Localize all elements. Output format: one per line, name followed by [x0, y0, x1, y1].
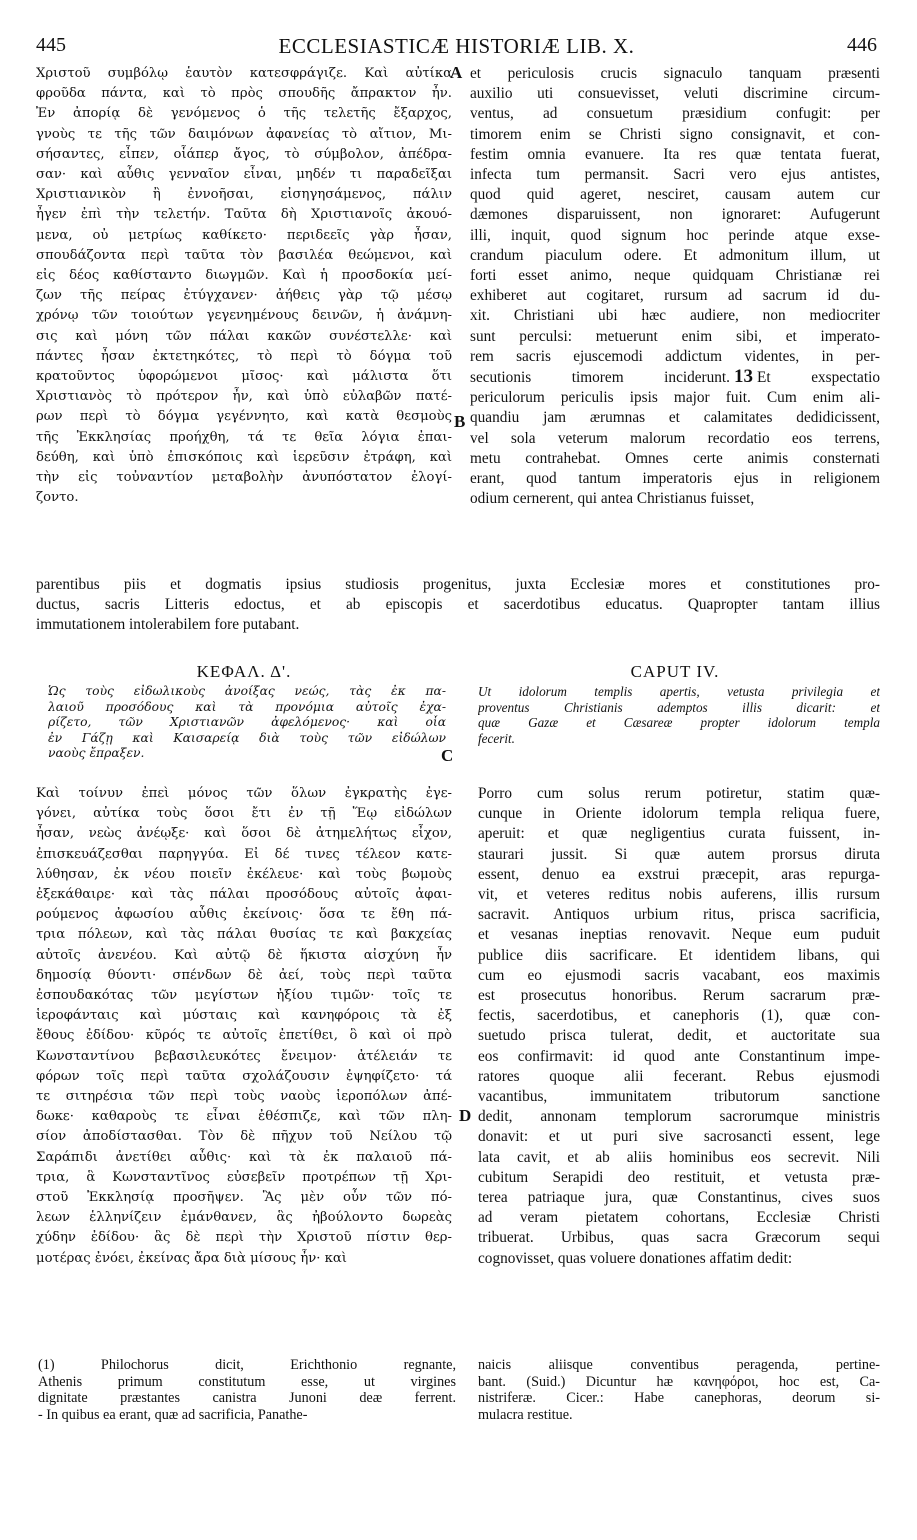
greek-text-line: φόρων τοῖς περὶ ταῦτα σχολάζουσιν ἐψηφίζετο· τά	[36, 1068, 452, 1084]
margin-marker-d: D	[459, 1106, 472, 1125]
greek-text-line: λεων ἑλληνίζειν ἐμάνθανεν, ἃς ἠβούλοντο δωρεὰς	[36, 1210, 452, 1226]
latin-text-line: donavit: et ut puri sive sacrosancti essent, lege	[478, 1128, 880, 1146]
greek-text-line: Καὶ τοίνυν ἐπεὶ μόνος τῶν ὅλων ἐγκρατὴς ἐγε-	[36, 786, 452, 801]
latin-text-line: tribuerat. Urbibus, quas sacra Græcorum sequi	[478, 1229, 880, 1247]
greek-text-line: ρων περὶ τὸ δόγμα γεγέννητο, καὶ κατὰ θεσμοὺς	[36, 409, 452, 425]
footnote-line: naicis aliisque conventibus peragenda, pertine-	[478, 1357, 880, 1373]
greek-text-line: σήσαντες, εἶπεν, οἷάπερ ἄγος, τὸ σύμβολον, ἀπέδρα-	[36, 146, 452, 162]
greek-text-line: φροῦδα πάντα, καὶ τὸ πρὸς σπουδῆς ἄπρακτον ἦν.	[36, 86, 452, 102]
latin-text-line: timorem enim se Christi signo consignavit, et con-	[470, 125, 880, 143]
latin-text-line: periculorum periculis ipsis major fuit. Cum enim ali-	[470, 389, 880, 407]
greek-text-line: Σαράπιδι ἀνετίθει αὖθις· καὶ τὰ ἐκ παλαιοῦ πά-	[36, 1149, 452, 1165]
latin-text-line: erant, quod tantum imperatoris ejus in religionem	[470, 470, 880, 488]
latin-text-line: parentibus piis et dogmatis ipsius studiosis progenitus, juxta Ecclesiæ mores et constitutiones pro-	[36, 576, 880, 593]
latin-text-line: terea patriaque jura, quæ Constantinus, cives suos	[478, 1189, 880, 1207]
latin-text-line: sunt perculsi: metuerunt enim sibi, et imperato-	[470, 327, 880, 345]
latin-text-line: cognovisset, quas voluere donationes affatim dedit:	[478, 1249, 793, 1267]
greek-text-line: Χριστιανικὸν ἢ ἐννοῆσαι, εἰσηγησάμενος, πάλιν	[36, 187, 452, 203]
latin-text-fragment: Et exspectatio	[757, 369, 880, 387]
latin-text-line: lata cavit, et ab aliis hominibus eos secrevit. Nili	[478, 1148, 880, 1166]
greek-text-line: ἐπισκευάζεσθαι παρηγγύα. Εἰ δέ τινες τέλεον κατε-	[36, 846, 452, 862]
footnote-line: (1) Philochorus dicit, Erichthonio regnante,	[38, 1357, 456, 1373]
latin-text-line: metu contrahebat. Omnes certe animis consternati	[470, 449, 880, 467]
latin-text-line: vit, et veteres reditus nobis auferens, illis rursum	[478, 886, 880, 904]
greek-text-line: Κωνσταντίνου βεβασιλευκότες ἔνειμον· ἀτέλειάν τε	[36, 1048, 452, 1064]
latin-text-line: Porro cum solus rerum potiretur, statim quæ-	[478, 785, 880, 802]
greek-summary-line: ναοὺς ἔπραξεν.	[48, 746, 145, 760]
latin-text-line: ventus, ad consuetum præsidium confugit: per	[470, 105, 880, 123]
latin-summary-line: proventus Christianis ademptos illis dicarit: et	[478, 699, 880, 715]
greek-text-line: ρούμενος ἀφωσίου αὖθις ἐκείνοις· ὅσα τε ἔθη πά-	[36, 907, 452, 923]
greek-text-line: ἐσπουδακότας τῶν μεγίστων ἠξίου τιμῶν· τοῖς τε	[36, 988, 452, 1004]
greek-text-line: σις καὶ μόνη τῶν πάλαι κακῶν συνέστελλε· καὶ	[36, 328, 452, 344]
latin-text-line: eos confirmavit: id quod ante Constantinum impe-	[478, 1047, 880, 1065]
greek-chapter-heading: ΚΕΦΑΛ. Δ'.	[196, 662, 292, 681]
latin-text-line: cum eo ejusmodi sacris vacabant, eos maximis	[478, 966, 880, 984]
greek-text-line: δημοσίᾳ θύοντι· σπένδων δὲ ἀεί, τοὺς περὶ ταῦτα	[36, 967, 452, 983]
latin-text-fragment: secutionis timorem inciderunt.	[470, 369, 731, 387]
latin-text-line: infecta tum permansit. Sacri vero ejus antistes,	[470, 166, 880, 184]
greek-text-line: μοτέρας ἐνόει, ἐκείνας ἄρα διὰ μίσους ἦν· καὶ	[36, 1250, 347, 1266]
latin-text-line: festim omnia evanuere. Ita res quæ tentata fuerat,	[470, 145, 880, 163]
greek-text-line: τρια πόλεων, καὶ τὰς πάλαι θυσίας τε καὶ βακχείας	[36, 927, 452, 943]
latin-text-line: dedit, annonam templorum sacrorumque ministris	[478, 1108, 880, 1126]
latin-text-line: crandum piaculum odere. Et admonitum illum, ut	[470, 246, 880, 264]
greek-chapter-body	[36, 784, 452, 1272]
latin-text-line: quod quid ageret, nesciret, causam autem cur	[470, 186, 880, 204]
latin-text-line: suetudo prisca tulerat, dedit, et auctoritate sua	[478, 1027, 880, 1045]
margin-marker-a: A	[450, 63, 463, 82]
greek-text-line: τρια, ἃ Κωνσταντῖνος εὐσεβεῖν προτρέπων τῇ Χρι-	[36, 1169, 452, 1185]
page-number-left: 445	[36, 34, 66, 56]
greek-text-line: τῆς Ἐκκλησίας προήχθη, τά τε θεῖα λόγια ἐπαι-	[36, 429, 452, 445]
latin-text-line: fectis, sacerdotibus, et canephoris (1), quæ con-	[478, 1007, 880, 1025]
greek-text-line: εἰς δέος καθίσταντο διωγμῶν. Καὶ ἡ προσδοκία μεί-	[36, 268, 452, 284]
footnote-left	[38, 1357, 456, 1427]
greek-text-line: δεύθη, καὶ ὑπὸ ἐπισκόποις καὶ ἱερεῦσιν ἐτράφη, καὶ	[36, 449, 452, 465]
page-number-right: 446	[847, 34, 877, 56]
greek-text-line: ἦσαν, νεὼς ἀνέῳξε· καὶ ὅσοι δὲ ἀτημελήτως εἶχον,	[36, 826, 452, 842]
footnote-line: dignitate præstantes canistra Junoni deæ ferrent.	[38, 1390, 456, 1406]
latin-chapter-summary	[478, 684, 880, 748]
greek-text-line: Χριστοῦ συμβόλῳ ἑαυτὸν κατεσφράγιζε. Καὶ αὐτίκα	[36, 66, 452, 81]
latin-text-line: dæmones disparuissent, non ignoraret: Aufugerunt	[470, 206, 880, 224]
latin-text-line: ad veram pietatem cohortans, Ecclesiæ Christi	[478, 1209, 880, 1227]
footnote-line: - In quibus ea erant, quæ ad sacrificia, Panathe-	[38, 1406, 308, 1423]
greek-text-line: τε σιτηρέσια τῶν περὶ τοὺς ναοὺς ἱεροπόλων ἀπέ-	[36, 1089, 452, 1105]
footnote-right	[478, 1357, 880, 1427]
latin-text-line: et vesanas ineptias renovavit. Neque eum puduit	[478, 926, 880, 944]
latin-text-line: forti esset animo, neque quidquam Christianæ rei	[470, 267, 880, 285]
latin-text-line: immutationem intolerabilem fore putabant.	[36, 616, 300, 634]
latin-text-line: ductus, sacris Litteris edoctus, et ab episcopis et sacerdotibus educatus. Quapropter tantam illius	[36, 596, 880, 614]
greek-text-line: λύθησαν, ἐκ νέου ποιεῖν ἐκέλευε· καὶ τοὺς βωμοὺς	[36, 866, 452, 882]
greek-text-line: στοῦ Ἐκκλησίᾳ προσῆψεν. Ἃς μὲν οὖν τῶν πό-	[36, 1190, 452, 1206]
greek-summary-line: Ὡς τοὺς εἰδωλικοὺς ἀνοίξας νεώς, τὰς ἐκ πα-	[48, 684, 446, 698]
latin-text-line: cunque in Oriente idolorum templa reliqua fuere,	[478, 805, 880, 823]
greek-text-line: ζοντο.	[36, 490, 79, 506]
greek-text-line: πάντες ἦσαν ἐκτετηκότες, τὸ περὶ τὸ δόγμα τοῦ	[36, 348, 452, 364]
greek-column-top	[36, 64, 452, 512]
greek-text-line: γόνει, αὐτίκα τοὺς ὅσοι ἔτι ἐν τῇ Ἕῳ εἰδώλων	[36, 806, 452, 822]
greek-text-line: αὐτοῖς ἀνενέου. Καὶ αὐτῷ δὲ ἥκιστα αἰσχύνη ἦν	[36, 947, 452, 963]
latin-full-width-text	[36, 575, 880, 639]
greek-text-line: γνοὺς τε τῆς τῶν δαιμόνων ἀφανείας τὸ αἴτιον, Μι-	[36, 126, 452, 142]
margin-marker-c: C	[441, 746, 454, 765]
greek-text-line: σαν· καὶ αὖθις γενναῖον εἶναι, μηδέν τι παραδεῖξαι	[36, 167, 452, 183]
greek-summary-line: λαιοῦ προσόδους καὶ τὰ προνόμια αὐτοῖς ἐχα-	[48, 699, 446, 714]
latin-chapter-heading: CAPUT IV.	[630, 662, 720, 681]
greek-summary-line: ἐν Γάζῃ καὶ Καισαρείᾳ διὰ τοὺς τῶν εἰδώλων	[48, 730, 446, 745]
greek-text-line: σίον ἀποδίστασθαι. Τὸν δὲ πῆχυν τοῦ Νείλου τῷ	[36, 1129, 452, 1145]
greek-text-line: σπουδάζοντα περὶ ταῦτα τὸν βασιλέα θεώμενοι, καὶ	[36, 247, 452, 263]
greek-text-line: τὴν εἰς τοὐναντίον μεταβολὴν ἀνυπόστατον ἐλογί-	[36, 470, 452, 486]
latin-summary-line: Ut idolorum templis apertis, vetusta privilegia et	[478, 684, 880, 699]
greek-text-line: ἔθους ἐδίδου· κῦρός τε αὐτοῖς ἐπετίθει, ὃ καὶ οἱ πρὸ	[36, 1028, 452, 1044]
greek-text-line: χρόνῳ τῶν τοιούτων γεγενημένους δεινῶν, ἡ ἀνάμνη-	[36, 308, 452, 324]
latin-text-line: vel sola veterum malorum recordatio eos terrens,	[470, 429, 880, 447]
latin-text-line: quandiu jam ærumnas et calamitates dedidicissent,	[470, 409, 880, 427]
latin-text-line: illi, inquit, quod signum hoc perinde atque exse-	[470, 226, 880, 244]
greek-text-line: μενα, οὐ μετρίως καθίκετο· περιδεεῖς γὰρ ἦσαν,	[36, 227, 452, 243]
latin-text-line: et periculosis crucis signaculo tanquam præsenti	[470, 65, 880, 82]
section-number: 13	[734, 367, 754, 388]
latin-text-line: publice diis sacrificare. Et identidem libans, qui	[478, 946, 880, 964]
greek-chapter-summary	[48, 684, 446, 764]
greek-text-line: ἐξεκάθαιρε· καὶ τὰς πάλαι προσόδους αὐτοῖς ἀφαι-	[36, 887, 452, 903]
greek-text-line: χύδην ἐδίδου· ἃς δὲ περὶ τὴν Χριστοῦ πίστιν θερ-	[36, 1230, 452, 1246]
latin-text-line: xit. Christiani ubi hæc audiere, non mediocriter	[470, 307, 880, 325]
latin-text-line: est prosecutus honoribus. Rerum sacrarum præ-	[478, 987, 880, 1005]
greek-text-line: ἱεροφάνταις καὶ μύσταις καὶ κανηφόροις τὰ ἐξ	[36, 1008, 452, 1024]
greek-text-line: ἦγεν ἐπὶ τὴν τελετήν. Ταῦτα δὴ Χριστιανοῖς ἀκουό-	[36, 207, 452, 223]
latin-text-line: aperuit: et quæ negligentius curata fuissent, in-	[478, 825, 880, 843]
running-head	[36, 34, 877, 58]
latin-text-line: staurari jussit. Si quæ autem prorsus diruta	[478, 845, 880, 863]
latin-text-line: rem sacris ejuscemodi addictum videntes, in per-	[470, 347, 880, 365]
greek-text-line: κρατοῦντος ὑφορώμενοι μῖσος· καὶ μάλιστα ὅτι	[36, 369, 452, 385]
greek-summary-line: ρίζετο, τῶν Χριστιανῶν ἀφελόμενος· καὶ οἷα	[48, 715, 446, 729]
margin-marker-b: B	[454, 412, 466, 431]
footnote-line: Athenis primum constitutum esse, ut virgines	[38, 1373, 456, 1390]
running-title: ECCLESIASTICÆ HISTORIÆ LIB. X.	[278, 34, 635, 58]
latin-chapter-body	[478, 784, 880, 1272]
latin-summary-line: quæ Gazæ et Cæsareæ propter idolorum templa	[478, 715, 880, 730]
latin-text-line: auxilio uti consuevisset, veluti discrimine circum-	[470, 85, 880, 103]
latin-text-line: odium cernerent, qui antea Christianus fuisset,	[470, 490, 755, 508]
latin-column-top	[470, 64, 880, 512]
footnote-line: mulacra restitue.	[478, 1406, 573, 1423]
latin-summary-line: fecerit.	[478, 730, 515, 746]
footnote-line: nistriferæ. Cicer.: Habe canephoras, deorum si-	[478, 1390, 880, 1406]
latin-text-line: essent, denuo ea exstrui præcepit, aras repurga-	[478, 865, 880, 883]
footnote-line: bant. (Suid.) Dicuntur hæ κανηφόροι, hoc est, Ca-	[478, 1373, 880, 1390]
latin-text-line: vacantibus, immunitatem tributorum sanctione	[478, 1088, 880, 1106]
latin-text-line: ratores quoque alii fecerant. Rebus ejusmodi	[478, 1067, 880, 1085]
latin-text-line	[470, 367, 880, 388]
latin-text-line: sacravit. Antiquos urbium ritus, prisca sacrificia,	[478, 906, 880, 924]
greek-text-line: ζων τῆς πείρας ἐτύγχανεν· ἀήθεις γὰρ τῷ μέσῳ	[36, 288, 452, 304]
greek-text-line: Ἐν ἀπορίᾳ δὲ γενόμενος ὁ τῆς τελετῆς ἔξαρχος,	[36, 106, 452, 122]
latin-text-line: exhiberet aut cogitaret, rursum ad sacrum id du-	[470, 287, 880, 305]
greek-text-line: δωκε· καθαροὺς τε εἶναι ἐθέσπιζε, καὶ τῶν πλη-	[36, 1109, 452, 1125]
greek-text-line: Χριστιανὸς τὸ πρότερον ἦν, καὶ ὑπὸ εὐλαβῶν πατέ-	[36, 389, 452, 405]
latin-text-line: cubitum Serapidi deo restituit, et vetusta præ-	[478, 1168, 880, 1186]
